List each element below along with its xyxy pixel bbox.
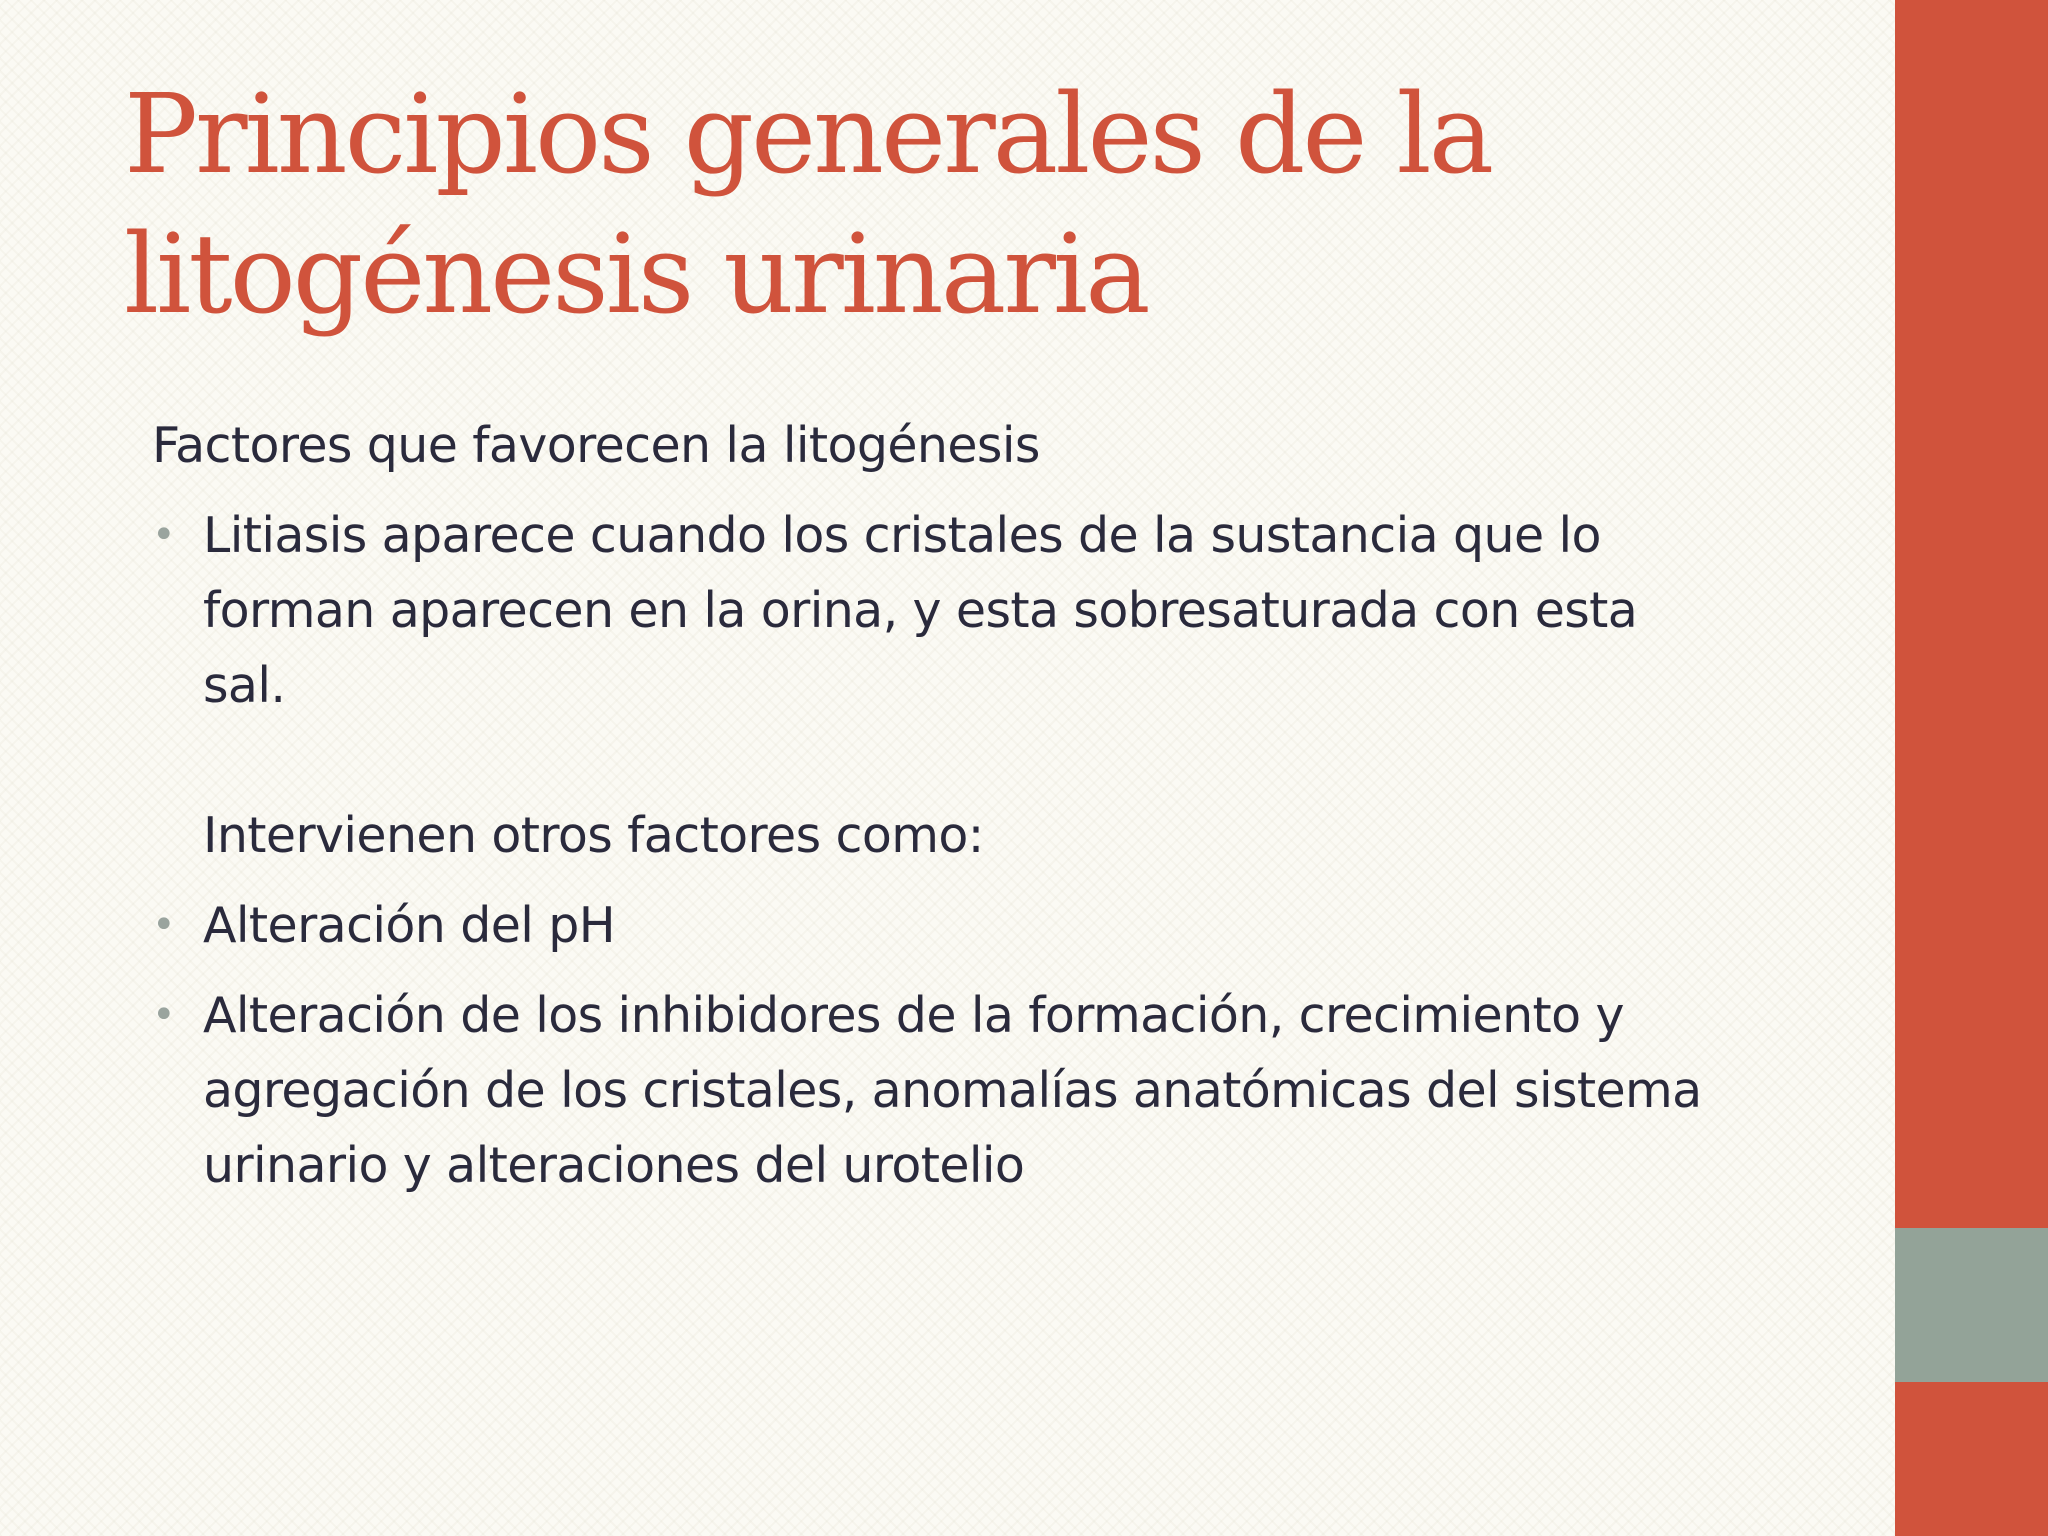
bullet-item-2 xyxy=(152,888,1852,963)
bullet-icon: • xyxy=(152,512,175,558)
bullet-3-line-1: Alteración de los inhibidores de la formación, crecimiento y xyxy=(203,987,1624,1044)
bullet-1-line-3: sal. xyxy=(203,657,286,714)
slide-content xyxy=(152,408,1852,1218)
bullet-1-line-2: forman aparecen en la orina, y esta sobresaturada con esta xyxy=(203,582,1638,639)
bullet-icon: • xyxy=(152,902,175,948)
sub-heading: Intervienen otros factores como: xyxy=(203,807,984,864)
sidebar-bar-top xyxy=(1895,0,2048,1228)
spacer xyxy=(152,738,1852,798)
slide-title xyxy=(124,64,1824,344)
sidebar-bar-bottom xyxy=(1895,1382,2048,1536)
bullet-1-line-1: Litiasis aparece cuando los cristales de la sustancia que lo xyxy=(203,507,1601,564)
decorative-sidebar xyxy=(1895,0,2048,1536)
intro-text: Factores que favorecen la litogénesis xyxy=(152,417,1040,474)
slide-title-line-1: Principios generales de la xyxy=(124,70,1492,198)
bullet-item-3 xyxy=(152,978,1852,1203)
sidebar-bar-middle xyxy=(1895,1228,2048,1382)
bullet-3-line-2: agregación de los cristales, anomalías anatómicas del sistema xyxy=(203,1062,1702,1119)
slide-title-line-2: litogénesis urinaria xyxy=(124,210,1148,338)
bullet-icon: • xyxy=(152,992,175,1038)
bullet-item-1 xyxy=(152,498,1852,723)
bullet-3-line-3: urinario y alteraciones del urotelio xyxy=(203,1137,1025,1194)
bullet-2-line-1: Alteración del pH xyxy=(203,897,616,954)
